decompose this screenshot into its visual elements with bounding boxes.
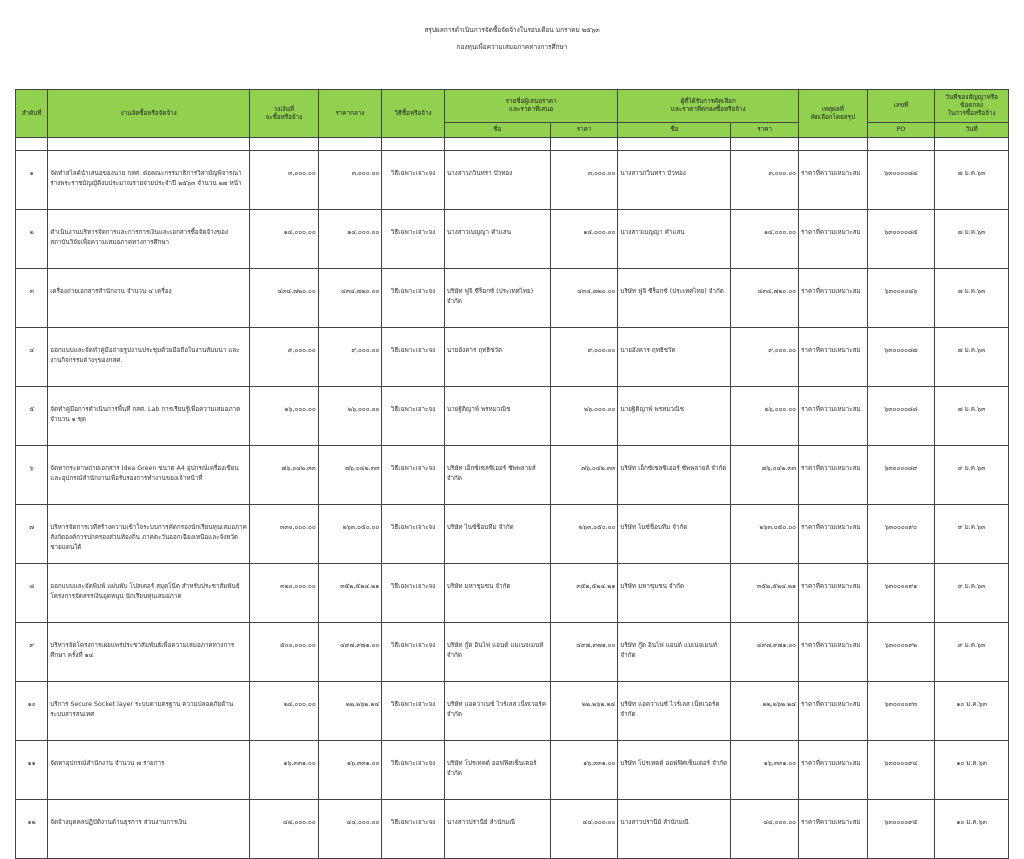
procurement-method: วิธีเฉพาะเจาะจง bbox=[382, 269, 445, 328]
bidder-name: บริษัท เอ็กซ์เซลซิเออร์ ซัพพลายส์ จำกัด bbox=[444, 446, 550, 505]
selection-reason: ราคาที่ความเหมาะสม bbox=[799, 269, 868, 328]
budget-amount: ๑๔,๐๐๐.๐๐ bbox=[250, 210, 319, 269]
bid-price: ๓,๐๐๐.๐๐ bbox=[550, 151, 618, 210]
contract-date: ๙ ม.ค.๖๓ bbox=[935, 623, 1009, 682]
document-title: สรุปผลการดำเนินการจัดซื้อจัดจ้างในรอบเดือน มกราคม ๒๕๖๓ bbox=[424, 26, 600, 34]
winner-name: บริษัท กู๊ด อินไฟ แอนด์ แมเนจเมนท์ จำกัด bbox=[618, 623, 731, 682]
procurement-table bbox=[15, 89, 1009, 859]
row-number: ๑ bbox=[16, 151, 48, 210]
median-price: ๓๕๒,๕๒๔.๒๑ bbox=[318, 564, 382, 623]
bid-price: ๙,๐๐๐.๐๐ bbox=[550, 328, 618, 387]
bidder-name: นางสาวเบญญา คำแสน bbox=[444, 210, 550, 269]
median-price: ๔๙๗,๙๗๑.๐๐ bbox=[318, 623, 382, 682]
item-description: จัดหากระดาษถ่ายเอกสาร Idea Green ขนาด A4 อุปกรณ์เครื่องเขียน และอุปกรณ์สำนักงานเพื่อรับรองการทำงานของเจ้าหน้าที่ bbox=[48, 446, 250, 505]
blank-row bbox=[16, 138, 1009, 151]
median-price: ๓,๐๐๐.๐๐ bbox=[318, 151, 382, 210]
procurement-method: วิธีเฉพาะเจาะจง bbox=[382, 446, 445, 505]
bid-price: ๔๔,๐๐๐.๐๐ bbox=[550, 800, 618, 859]
winning-price: ๙,๐๐๐.๐๐ bbox=[731, 328, 799, 387]
contract-date: ๗ ม.ค.๖๓ bbox=[935, 328, 1009, 387]
winning-price: ๒๖,๐๐๐.๐๐ bbox=[731, 387, 799, 446]
procurement-method: วิธีเฉพาะเจาะจง bbox=[382, 328, 445, 387]
contract-date: ๑๐ ม.ค.๖๓ bbox=[935, 800, 1009, 859]
po-number: ๖๓๐๐๐๐๘๖ bbox=[867, 269, 935, 328]
table-row bbox=[16, 328, 1009, 387]
budget-amount: ๑๖,๓๓๑.๐๐ bbox=[250, 741, 319, 800]
budget-amount: ๓๓๐,๐๐๐.๐๐ bbox=[250, 505, 319, 564]
selection-reason: ราคาที่ความเหมาะสม bbox=[799, 446, 868, 505]
item-description: จัดจ้างบุคคลปฏิบัติงานด้านธุรการ ส่วนงานการเงิน bbox=[48, 800, 250, 859]
item-description: บริหารจัดการเวทีสร้างความเข้าใจระบบการคัดกรองนักเรียนทุนเสมอภาค สังกัดองค์การปกครองส่วนท้องถิ่น ภาคตะวันออกเฉียงเหนือและจังหวัดชายแดนใต้ bbox=[48, 505, 250, 564]
selection-reason: ราคาที่ความเหมาะสม bbox=[799, 800, 868, 859]
item-description: จัดทำสไลด์นำเสนอของนาย กสศ. ต่อคณะกรรมาธิการวิสามัญพิจารณาร่างพระราชบัญญัติงบประมาณรายจ่ายประจำปี ๒๕๖๓ จำนวน ๒๗ หน้า bbox=[48, 151, 250, 210]
winning-price: ๓,๐๐๐.๐๐ bbox=[731, 151, 799, 210]
selection-reason: ราคาที่ความเหมาะสม bbox=[799, 505, 868, 564]
median-price: ๒๒,๒๖๒.๒๔ bbox=[318, 682, 382, 741]
contract-date: ๙ ม.ค.๖๓ bbox=[935, 446, 1009, 505]
header-bidder-price: ราคา bbox=[550, 123, 618, 138]
row-number: ๓ bbox=[16, 269, 48, 328]
row-number: ๒ bbox=[16, 210, 48, 269]
budget-amount: ๓,๐๐๐.๐๐ bbox=[250, 151, 319, 210]
bidder-name: นายอังคาร ฤทธิชวัต bbox=[444, 328, 550, 387]
po-number: ๖๓๐๐๐๐๘๙ bbox=[867, 446, 935, 505]
median-price: ๑๖,๓๓๑.๐๐ bbox=[318, 741, 382, 800]
row-number: ๕ bbox=[16, 387, 48, 446]
winning-price: ๑๔,๐๐๐.๐๐ bbox=[731, 210, 799, 269]
winner-name: นายอังคาร ฤทธิชวัต bbox=[618, 328, 731, 387]
median-price: ๒๖,๐๐๐.๐๐ bbox=[318, 387, 382, 446]
winner-name: บริษัท โปรเทคด์ ออฟฟิศเซ็นเตอร์ จำกัด bbox=[618, 741, 731, 800]
table-row bbox=[16, 623, 1009, 682]
contract-date: ๙ ม.ค.๖๓ bbox=[935, 564, 1009, 623]
table-row bbox=[16, 151, 1009, 210]
bid-price: ๔๙๗,๙๗๑.๐๐ bbox=[550, 623, 618, 682]
header-winner-price: ราคา bbox=[731, 123, 799, 138]
item-description: จัดหาอุปกรณ์สำนักงาน จำนวน ๗ รายการ bbox=[48, 741, 250, 800]
budget-amount: ๗๖,๐๔๒.๓๓ bbox=[250, 446, 319, 505]
budget-amount: ๔๔,๐๐๐.๐๐ bbox=[250, 800, 319, 859]
header-no: ลำดับที่ bbox=[16, 90, 48, 138]
bid-price: ๒๖๓,๐๕๐.๐๐ bbox=[550, 505, 618, 564]
budget-amount: ๙,๐๐๐.๐๐ bbox=[250, 328, 319, 387]
table-row bbox=[16, 210, 1009, 269]
row-number: ๑๐ bbox=[16, 682, 48, 741]
selection-reason: ราคาที่ความเหมาะสม bbox=[799, 564, 868, 623]
table-row bbox=[16, 269, 1009, 328]
winning-price: ๔๓๔,๗๒๐.๐๐ bbox=[731, 269, 799, 328]
median-price: ๑๔,๐๐๐.๐๐ bbox=[318, 210, 382, 269]
procurement-method: วิธีเฉพาะเจาะจง bbox=[382, 151, 445, 210]
selection-reason: ราคาที่ความเหมาะสม bbox=[799, 151, 868, 210]
header-bidder-name: ชื่อ bbox=[444, 123, 550, 138]
winner-name: บริษัท แอควาเนซ์ ไวร์เลส เน็ทเวอร์ค จำกัด bbox=[618, 682, 731, 741]
table-row bbox=[16, 800, 1009, 859]
median-price: ๗๖,๐๔๒.๓๓ bbox=[318, 446, 382, 505]
bidder-name: นายฐิติญาพ์ พรหมวณิช bbox=[444, 387, 550, 446]
winner-name: นางสาวภวินทรา บัวทอง bbox=[618, 151, 731, 210]
row-number: ๘ bbox=[16, 564, 48, 623]
bid-price: ๑๔,๐๐๐.๐๐ bbox=[550, 210, 618, 269]
bid-price: ๒๒,๒๖๒.๒๔ bbox=[550, 682, 618, 741]
winning-price: ๗๖,๐๔๒.๓๓ bbox=[731, 446, 799, 505]
winner-name: บริษัท เอ็กซ์เซลซิเออร์ ซัพพลายส์ จำกัด bbox=[618, 446, 731, 505]
contract-date: ๑๐ ม.ค.๖๓ bbox=[935, 682, 1009, 741]
bidder-name: บริษัท มหาชุมชน จำกัด bbox=[444, 564, 550, 623]
header-item: งานจัดซื้อหรือจัดจ้าง bbox=[48, 90, 250, 138]
winner-name: นางสาวเบญญา คำแสน bbox=[618, 210, 731, 269]
header-budget: วงเงินที่ จะซื้อหรือจ้าง bbox=[250, 90, 319, 138]
selection-reason: ราคาที่ความเหมาะสม bbox=[799, 210, 868, 269]
header-number: เลขที่ bbox=[867, 90, 935, 123]
contract-date: ๗ ม.ค.๖๓ bbox=[935, 210, 1009, 269]
contract-date: ๙ ม.ค.๖๓ bbox=[935, 505, 1009, 564]
po-number: ๖๓๐๐๐๐๘๕ bbox=[867, 210, 935, 269]
bid-price: ๔๓๔,๗๒๐.๐๐ bbox=[550, 269, 618, 328]
header-winner-name: ชื่อ bbox=[618, 123, 731, 138]
bidder-name: นางสาวปรานีย์ ลำนักมณี bbox=[444, 800, 550, 859]
po-number: ๖๓๐๐๐๐๘๘ bbox=[867, 387, 935, 446]
procurement-method: วิธีเฉพาะเจาะจง bbox=[382, 505, 445, 564]
budget-amount: ๒๖,๐๐๐.๐๐ bbox=[250, 387, 319, 446]
winning-price: ๑๖,๓๓๑.๐๐ bbox=[731, 741, 799, 800]
budget-amount: ๒๔,๐๐๐.๐๐ bbox=[250, 682, 319, 741]
table-row bbox=[16, 564, 1009, 623]
po-number: ๖๓๐๐๐๐๙๐ bbox=[867, 505, 935, 564]
selection-reason: ราคาที่ความเหมาะสม bbox=[799, 741, 868, 800]
winner-name: บริษัท ไนซ์ช็อบทีม จำกัด bbox=[618, 505, 731, 564]
contract-date: ๗ ม.ค.๖๓ bbox=[935, 151, 1009, 210]
selection-reason: ราคาที่ความเหมาะสม bbox=[799, 387, 868, 446]
po-number: ๖๓๐๐๐๐๙๑ bbox=[867, 564, 935, 623]
winning-price: ๔๙๗,๙๗๑.๐๐ bbox=[731, 623, 799, 682]
procurement-method: วิธีเฉพาะเจาะจง bbox=[382, 682, 445, 741]
bid-price: ๒๖,๐๐๐.๐๐ bbox=[550, 387, 618, 446]
po-number: ๖๓๐๐๐๐๘๗ bbox=[867, 328, 935, 387]
selection-reason: ราคาที่ความเหมาะสม bbox=[799, 682, 868, 741]
procurement-method: วิธีเฉพาะเจาะจง bbox=[382, 741, 445, 800]
budget-amount: ๔๓๔,๗๒๐.๐๐ bbox=[250, 269, 319, 328]
procurement-method: วิธีเฉพาะเจาะจง bbox=[382, 800, 445, 859]
bidder-name: นางสาวภวินทรา บัวทอง bbox=[444, 151, 550, 210]
table-row bbox=[16, 446, 1009, 505]
median-price: ๙,๐๐๐.๐๐ bbox=[318, 328, 382, 387]
bidder-name: บริษัท ไนซ์ช็อบทีม จำกัด bbox=[444, 505, 550, 564]
po-number: ๖๓๐๐๐๐๙๕ bbox=[867, 800, 935, 859]
bidder-name: บริษัท ฟูจิ ซีร็อกซ์ (ประเทศไทย) จำกัด bbox=[444, 269, 550, 328]
row-number: ๖ bbox=[16, 446, 48, 505]
row-number: ๗ bbox=[16, 505, 48, 564]
table-row bbox=[16, 387, 1009, 446]
row-number: ๑๒ bbox=[16, 800, 48, 859]
winning-price: ๒๒,๒๖๒.๒๔ bbox=[731, 682, 799, 741]
contract-date: ๑๐ ม.ค.๖๓ bbox=[935, 741, 1009, 800]
winner-name: นางสาวปรานีย์ ลำนักมณี bbox=[618, 800, 731, 859]
winner-name: บริษัท มหาชุมชน จำกัด bbox=[618, 564, 731, 623]
bidder-name: บริษัท โปรเทคด์ ออฟฟิศเซ็นเตอร์ จำกัด bbox=[444, 741, 550, 800]
item-description: ออกแบบและจัดพิมพ์ แผ่นพับ โปสเตอร์ สมุดโน๊ต สำหรับประชาสัมพันธ์โครงการจัดสรรเงินอุดหนุน นักเรียนทุนเสมอภาค bbox=[48, 564, 250, 623]
contract-date: ๗ ม.ค.๖๓ bbox=[935, 269, 1009, 328]
selection-reason: ราคาที่ความเหมาะสม bbox=[799, 328, 868, 387]
item-description: เครื่องถ่ายเอกสารสำนักงาน จำนวน ๔ เครื่อง bbox=[48, 269, 250, 328]
table-row bbox=[16, 505, 1009, 564]
header-median-price: ราคากลาง bbox=[318, 90, 382, 138]
procurement-method: วิธีเฉพาะเจาะจง bbox=[382, 210, 445, 269]
bidder-name: บริษัท แอควาเนซ์ ไวร์เลส เน็ทเวอร์ค จำกัด bbox=[444, 682, 550, 741]
po-number: ๖๓๐๐๐๐๘๔ bbox=[867, 151, 935, 210]
header-contract: วันที่ของสัญญาหรือ ข้อตกลง ในการซื้อหรือจ้าง bbox=[935, 90, 1009, 123]
procurement-method: วิธีเฉพาะเจาะจง bbox=[382, 564, 445, 623]
winner-name: นายฐิติญาพ์ พรหมวณิช bbox=[618, 387, 731, 446]
winning-price: ๓๕๒,๕๒๔.๒๑ bbox=[731, 564, 799, 623]
item-description: จัดทำคู่มือการดำเนินการพื้นที่ กสศ. Lab การเรียนรู้เพื่อความเสมอภาค จำนวน ๑ ชุด bbox=[48, 387, 250, 446]
selection-reason: ราคาที่ความเหมาะสม bbox=[799, 623, 868, 682]
item-description: ออกแบบและจัดทำคู่มือถ่ายรูปงานประชุมด้วยมือถือในงานสัมมนา และงานกิจกรรมต่างๆของกสศ. bbox=[48, 328, 250, 387]
header-method: วิธีซื้อหรือจ้าง bbox=[382, 90, 445, 138]
po-number: ๖๓๐๐๐๐๙๓ bbox=[867, 682, 935, 741]
row-number: ๑๑ bbox=[16, 741, 48, 800]
bidder-name: บริษัท กู๊ด อินไฟ แอนด์ แมเนจเมนท์ จำกัด bbox=[444, 623, 550, 682]
header-date: วันที่ bbox=[935, 123, 1009, 138]
header-winner: ผู้ที่ได้รับการคัดเลือก และราคาที่ตกลงซื้อหรือจ้าง bbox=[618, 90, 799, 123]
item-description: ดำเนินงานบริหารจัดการและการการเงินและเอกสารซื้อจัดจ้างของสถาบันวิจัยเพื่อความเสมอภาคทางการศึกษา bbox=[48, 210, 250, 269]
po-number: ๖๓๐๐๐๐๙๒ bbox=[867, 623, 935, 682]
procurement-method: วิธีเฉพาะเจาะจง bbox=[382, 623, 445, 682]
item-description: บริการ Secure Socket layer ระบบตามตรฐาน ความปลอดภัยด้านระบบสารสนเทศ bbox=[48, 682, 250, 741]
median-price: ๔๓๔,๗๒๐.๐๐ bbox=[318, 269, 382, 328]
procurement-method: วิธีเฉพาะเจาะจง bbox=[382, 387, 445, 446]
po-number: ๖๓๐๐๐๐๙๔ bbox=[867, 741, 935, 800]
budget-amount: ๕๐๐,๐๐๐.๐๐ bbox=[250, 623, 319, 682]
winner-name: บริษัท ฟูจิ ซีร็อกซ์ (ประเทศไทย) จำกัด bbox=[618, 269, 731, 328]
header-bidders: รายชื่อผู้เสนอราคา และราคาที่เสนอ bbox=[444, 90, 618, 123]
header-reason: เหตุผลที่ คัดเลือกโดยสรุป bbox=[799, 90, 868, 138]
budget-amount: ๓๒๐,๐๐๐.๐๐ bbox=[250, 564, 319, 623]
header-po: PO bbox=[867, 123, 935, 138]
contract-date: ๗ ม.ค.๖๓ bbox=[935, 387, 1009, 446]
winning-price: ๔๔,๐๐๐.๐๐ bbox=[731, 800, 799, 859]
bid-price: ๓๕๒,๕๒๔.๒๑ bbox=[550, 564, 618, 623]
row-number: ๙ bbox=[16, 623, 48, 682]
item-description: บริหารจัดโครงการเผยแพร่ประชาสัมพันธ์เพื่อความเสมอภาคทางการศึกษา ครั้งที่ ๑๔ bbox=[48, 623, 250, 682]
bid-price: ๗๖,๐๔๒.๓๓ bbox=[550, 446, 618, 505]
table-row bbox=[16, 741, 1009, 800]
winning-price: ๒๖๓,๐๕๐.๐๐ bbox=[731, 505, 799, 564]
document-subtitle: กองทุนเพื่อความเสมอภาคทางการศึกษา bbox=[456, 43, 568, 51]
bid-price: ๑๖,๓๓๑.๐๐ bbox=[550, 741, 618, 800]
median-price: ๔๔,๐๐๐.๐๐ bbox=[318, 800, 382, 859]
median-price: ๒๖๓,๐๕๐.๐๐ bbox=[318, 505, 382, 564]
row-number: ๔ bbox=[16, 328, 48, 387]
table-row bbox=[16, 682, 1009, 741]
